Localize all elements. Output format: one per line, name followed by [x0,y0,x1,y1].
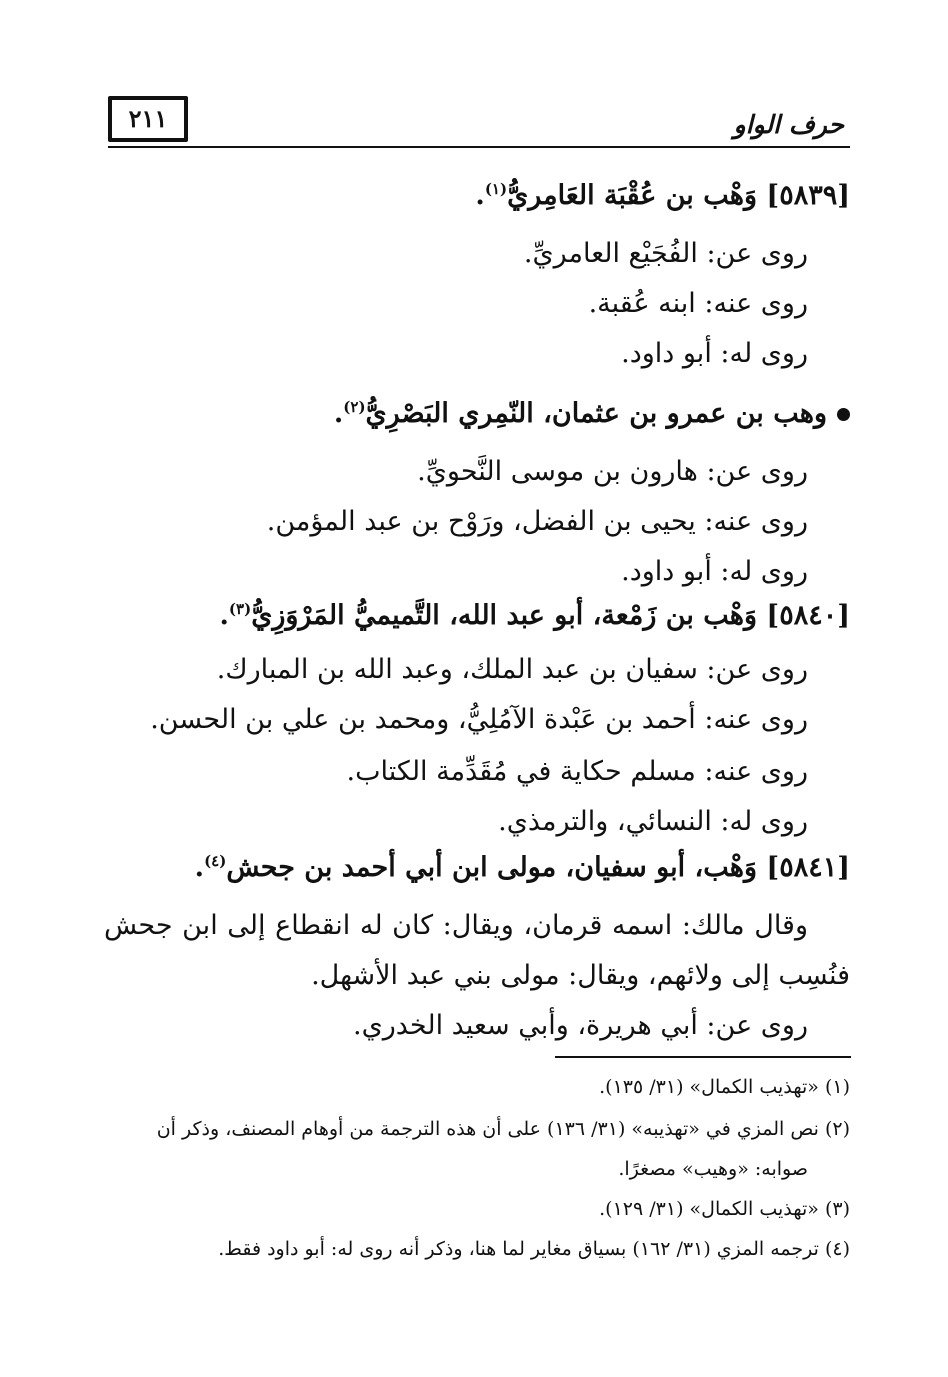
narration-line: روى عنه: مسلم حكاية في مُقَدِّمة الكتاب. [346,756,808,787]
entry-heading-text: [٥٨٤١] وَهْب، أبو سفيان، مولى ابن أبي أحمد بن جحش [226,852,850,883]
narration-line: روى عن: الفُجَيْع العامريِّ. [523,238,808,269]
entry-heading [104,852,850,883]
entry-heading-end: . [475,180,485,211]
footnote-marker: (٤) [204,852,227,870]
narration-line: روى له: أبو داود. [621,338,808,369]
footnote: (٣) «تهذيب الكمال» (٣١/ ١٢٩). [599,1198,850,1220]
footnote-marker: (٣) [228,600,252,618]
narration-line: روى له: النسائي، والترمذي. [498,806,808,837]
footnote-marker: (١) [484,180,508,198]
footnote-separator [555,1056,851,1058]
entry-heading [104,600,850,631]
footnote-continuation: صوابه: «وهيب» مصغرًا. [618,1158,808,1180]
bullet-icon [837,408,850,421]
narration-line: فنُسِب إلى ولائهم، ويقال: مولى بني عبد الأشهل. [311,960,850,991]
narration-line: روى عنه: ابنه عُقبة. [588,288,808,319]
narration-line: روى عن: أبي هريرة، وأبي سعيد الخدري. [352,1010,808,1041]
narration-line: روى عن: هارون بن موسى النَّحويِّ. [417,456,808,487]
footnote: (١) «تهذيب الكمال» (٣١/ ١٣٥). [599,1076,850,1098]
entry-heading-text: [٥٨٤٠] وَهْب بن زَمْعة، أبو عبد الله، التَّميميُّ المَرْوَزِيُّ [251,600,850,631]
footnote: (٢) نص المزي في «تهذيبه» (٣١/ ١٣٦) على أن هذه الترجمة من أوهام المصنف، وذكر أن [156,1118,850,1140]
narration-line: وقال مالك: اسمه قرمان، ويقال: كان له انقطاع إلى ابن جحش [104,910,808,941]
header-rule [108,146,850,148]
entry-heading-end: . [194,852,205,883]
running-title: حرف الواو [733,110,844,139]
entry-heading-end: . [333,398,344,429]
footnote: (٤) ترجمه المزي (٣١/ ١٦٢) بسياق مغاير لما هنا، وذكر أنه روى له: أبو داود فقط. [218,1238,850,1260]
page-header [108,88,850,152]
entry-heading-text: [٥٨٣٩] وَهْب بن عُقْبَة العَامِريُّ [507,180,850,211]
page-number: ٢١١ [108,96,188,142]
footnote-marker: (٢) [343,398,366,416]
narration-line: روى عنه: يحيى بن الفضل، ورَوْح بن عبد المؤمن. [266,506,808,537]
entry-heading-end: . [219,600,229,631]
entry-heading-text: وهب بن عمرو بن عثمان، النّمِري البَصْرِيُّ [365,398,827,429]
entry-heading [104,180,850,211]
narration-line: روى له: أبو داود. [621,556,808,587]
narration-line: روى عن: سفيان بن عبد الملك، وعبد الله بن المبارك. [216,654,808,685]
narration-line: روى عنه: أحمد بن عَبْدة الآمُلِيُّ، ومحمد بن علي بن الحسن. [150,704,808,735]
entry-heading [104,398,850,429]
